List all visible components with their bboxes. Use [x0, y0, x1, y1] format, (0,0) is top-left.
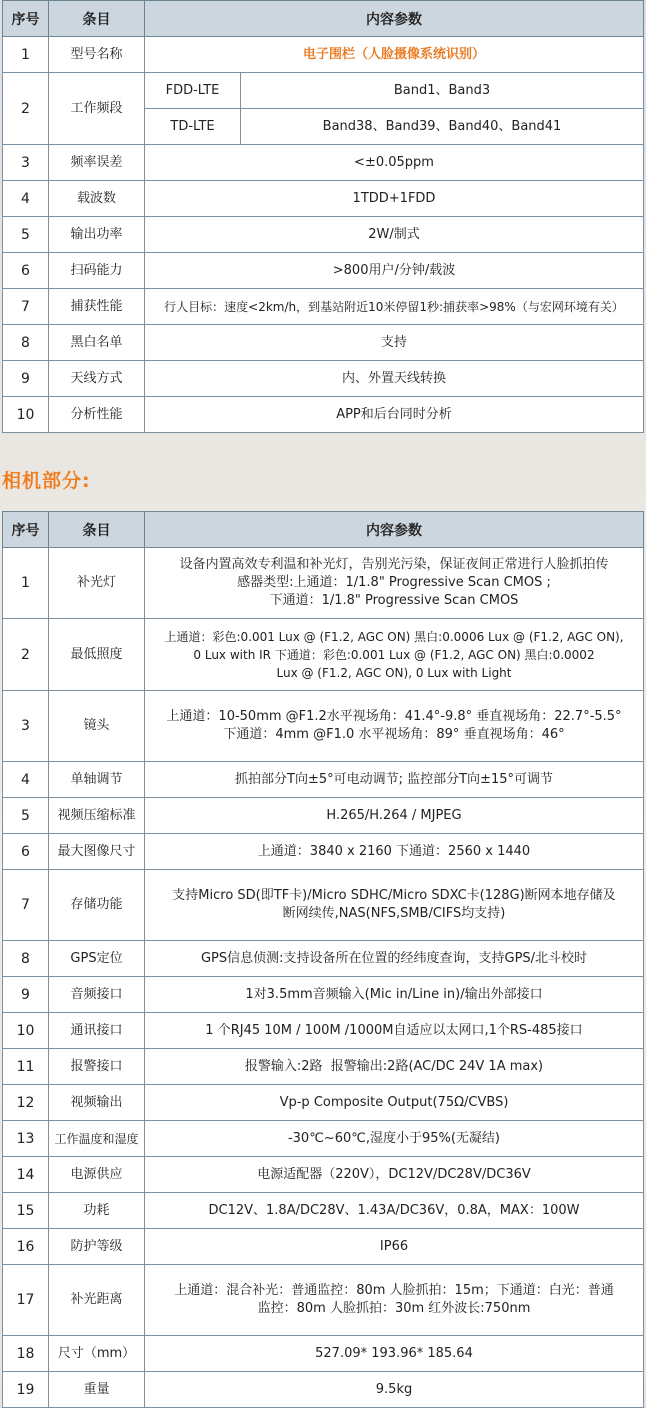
- value-line: 感器类型:上通道：1/1.8" Progressive Scan CMOS ;: [237, 575, 551, 590]
- row-item: 功耗: [49, 1193, 145, 1229]
- value-line: 0 Lux with IR 下通道：彩色:0.001 Lux @ (F1.2, AGC ON) 黑白:0.0002: [193, 647, 595, 662]
- row-value: 上通道：3840 x 2160 下通道：2560 x 1440: [145, 834, 644, 870]
- row-item: 视频输出: [49, 1085, 145, 1121]
- value-line: Lux @ (F1.2, AGC ON), 0 Lux with Light: [276, 665, 512, 680]
- value-line: 下通道：4mm @F1.0 水平视场角：89° 垂直视场角：46°: [223, 727, 565, 742]
- header-value: 内容参数: [145, 512, 644, 548]
- row-number: 13: [3, 1121, 49, 1157]
- table-header-row: [3, 1, 644, 37]
- row-item: 补光灯: [49, 548, 145, 619]
- table-row: [3, 1121, 644, 1157]
- value-line: 断网续传,NAS(NFS,SMB/CIFS均支持): [282, 906, 506, 921]
- row-number: 19: [3, 1372, 49, 1408]
- row-number: 11: [3, 1049, 49, 1085]
- row-number: 4: [3, 762, 49, 798]
- header-item: 条目: [49, 1, 145, 37]
- table-row: [3, 289, 644, 325]
- row-item: 工作频段: [49, 73, 145, 145]
- table-row: [3, 1336, 644, 1372]
- row-number: 9: [3, 977, 49, 1013]
- table-row: [3, 1157, 644, 1193]
- row-value: 内、外置天线转换: [145, 361, 644, 397]
- table-row: [3, 798, 644, 834]
- row-item: 工作温度和湿度: [49, 1121, 145, 1157]
- row-item: 黑白名单: [49, 325, 145, 361]
- row-number: 6: [3, 834, 49, 870]
- row-number: 16: [3, 1229, 49, 1265]
- value-line: 上通道：彩色:0.001 Lux @ (F1.2, AGC ON) 黑白:0.0006 Lux @ (F1.2, AGC ON),: [164, 629, 624, 644]
- table-row: [3, 619, 644, 691]
- row-value: Vp-p Composite Output(75Ω/CVBS): [145, 1085, 644, 1121]
- row-number: 1: [3, 37, 49, 73]
- row-item: 尺寸（mm）: [49, 1336, 145, 1372]
- row-item: 频率误差: [49, 145, 145, 181]
- row-number: 10: [3, 1013, 49, 1049]
- row-item: 扫码能力: [49, 253, 145, 289]
- value-line: 下通道：1/1.8" Progressive Scan CMOS: [269, 593, 519, 608]
- value-line: 支持Micro SD(即TF卡)/Micro SDHC/Micro SDXC卡(128G)断网本地存储及: [172, 888, 616, 903]
- row-value: Band1、Band3: [241, 73, 644, 109]
- row-item: 最大图像尺寸: [49, 834, 145, 870]
- row-value: 行人目标：速度<2km/h，到基站附近10米停留1秒:捕获率>98%（与宏网环境有关）: [145, 289, 644, 325]
- row-item: 最低照度: [49, 619, 145, 691]
- row-item: 捕获性能: [49, 289, 145, 325]
- table-row: [3, 1013, 644, 1049]
- table-row: [3, 1265, 644, 1336]
- row-value: 9.5kg: [145, 1372, 644, 1408]
- row-item: GPS定位: [49, 941, 145, 977]
- row-number: 2: [3, 619, 49, 691]
- row-value: [145, 548, 644, 619]
- row-item: 防护等级: [49, 1229, 145, 1265]
- row-item: 电源供应: [49, 1157, 145, 1193]
- row-number: 14: [3, 1157, 49, 1193]
- table-row: [3, 977, 644, 1013]
- table-row: [3, 1193, 644, 1229]
- row-number: 3: [3, 145, 49, 181]
- row-value: 1TDD+1FDD: [145, 181, 644, 217]
- value-line: 上通道：10-50mm @F1.2水平视场角：41.4°-9.8° 垂直视场角：22.7°-5.5°: [166, 709, 622, 724]
- row-number: 6: [3, 253, 49, 289]
- table-row: [3, 325, 644, 361]
- table-row: [3, 834, 644, 870]
- row-sub-label: TD-LTE: [145, 109, 241, 145]
- radio-spec-table: [2, 0, 644, 433]
- camera-spec-table: [2, 511, 644, 1408]
- table-header-row: [3, 512, 644, 548]
- table-row: [3, 361, 644, 397]
- row-item: 音频接口: [49, 977, 145, 1013]
- table-row: [3, 1085, 644, 1121]
- table-row: [3, 1049, 644, 1085]
- row-number: 4: [3, 181, 49, 217]
- row-value: 2W/制式: [145, 217, 644, 253]
- header-no: 序号: [3, 1, 49, 37]
- table-row: [3, 691, 644, 762]
- row-number: 9: [3, 361, 49, 397]
- row-value: 1对3.5mm音频输入(Mic in/Line in)/输出外部接口: [145, 977, 644, 1013]
- row-number: 2: [3, 73, 49, 145]
- row-item: 天线方式: [49, 361, 145, 397]
- row-value: <±0.05ppm: [145, 145, 644, 181]
- row-value: [145, 1265, 644, 1336]
- table-row: [3, 73, 644, 109]
- value-line: 监控：80m 人脸抓拍：30m 红外波长:750nm: [257, 1301, 531, 1316]
- row-value: IP66: [145, 1229, 644, 1265]
- table-row: [3, 941, 644, 977]
- row-number: 18: [3, 1336, 49, 1372]
- value-line: 上通道：混合补光：普通监控：80m 人脸抓拍：15m；下通道：白光：普通: [174, 1283, 614, 1298]
- row-number: 15: [3, 1193, 49, 1229]
- row-number: 5: [3, 217, 49, 253]
- row-item: 载波数: [49, 181, 145, 217]
- table-row: [3, 870, 644, 941]
- row-item: 报警接口: [49, 1049, 145, 1085]
- row-value: [145, 619, 644, 691]
- row-item: 单轴调节: [49, 762, 145, 798]
- row-item: 输出功率: [49, 217, 145, 253]
- row-value: 支持: [145, 325, 644, 361]
- row-item: 分析性能: [49, 397, 145, 433]
- row-item: 视频压缩标准: [49, 798, 145, 834]
- row-value: H.265/H.264 / MJPEG: [145, 798, 644, 834]
- row-item: 型号名称: [49, 37, 145, 73]
- row-value: >800用户/分钟/载波: [145, 253, 644, 289]
- table-row: [3, 253, 644, 289]
- table-row: [3, 1372, 644, 1408]
- row-item: 镜头: [49, 691, 145, 762]
- row-number: 8: [3, 941, 49, 977]
- row-value: [145, 870, 644, 941]
- table-row: [3, 548, 644, 619]
- row-number: 7: [3, 870, 49, 941]
- row-value: Band38、Band39、Band40、Band41: [241, 109, 644, 145]
- row-number: 7: [3, 289, 49, 325]
- row-value: [145, 691, 644, 762]
- row-value: 1 个RJ45 10M / 100M /1000M自适应以太网口,1个RS-485接口: [145, 1013, 644, 1049]
- table-row: [3, 397, 644, 433]
- row-number: 8: [3, 325, 49, 361]
- row-number: 5: [3, 798, 49, 834]
- table-row: [3, 145, 644, 181]
- row-value: 527.09* 193.96* 185.64: [145, 1336, 644, 1372]
- row-sub-label: FDD-LTE: [145, 73, 241, 109]
- camera-section-title: 相机部分:: [2, 470, 91, 492]
- table-row: [3, 181, 644, 217]
- row-value: APP和后台同时分析: [145, 397, 644, 433]
- row-item: 重量: [49, 1372, 145, 1408]
- header-no: 序号: [3, 512, 49, 548]
- table-row: [3, 762, 644, 798]
- row-number: 10: [3, 397, 49, 433]
- row-value: -30℃~60℃,湿度小于95%(无凝结): [145, 1121, 644, 1157]
- row-value: 电源适配器（220V），DC12V/DC28V/DC36V: [145, 1157, 644, 1193]
- row-item: 补光距离: [49, 1265, 145, 1336]
- row-item: 通讯接口: [49, 1013, 145, 1049]
- table-row: [3, 37, 644, 73]
- row-number: 12: [3, 1085, 49, 1121]
- header-value: 内容参数: [145, 1, 644, 37]
- row-number: 17: [3, 1265, 49, 1336]
- row-number: 1: [3, 548, 49, 619]
- row-value: 电子围栏（人脸摄像系统识别）: [145, 37, 644, 73]
- value-line: 设备内置高效专利温和补光灯，告别光污染，保证夜间正常进行人脸抓拍传: [179, 557, 609, 572]
- row-item: 存储功能: [49, 870, 145, 941]
- row-value: 抓拍部分T向±5°可电动调节; 监控部分T向±15°可调节: [145, 762, 644, 798]
- row-value: GPS信息侦测:支持设备所在位置的经纬度查询，支持GPS/北斗校时: [145, 941, 644, 977]
- row-value: DC12V、1.8A/DC28V、1.43A/DC36V，0.8A，MAX：100W: [145, 1193, 644, 1229]
- table-row: [3, 217, 644, 253]
- row-value: 报警输入:2路 报警输出:2路(AC/DC 24V 1A max): [145, 1049, 644, 1085]
- row-number: 3: [3, 691, 49, 762]
- header-item: 条目: [49, 512, 145, 548]
- table-row: [3, 1229, 644, 1265]
